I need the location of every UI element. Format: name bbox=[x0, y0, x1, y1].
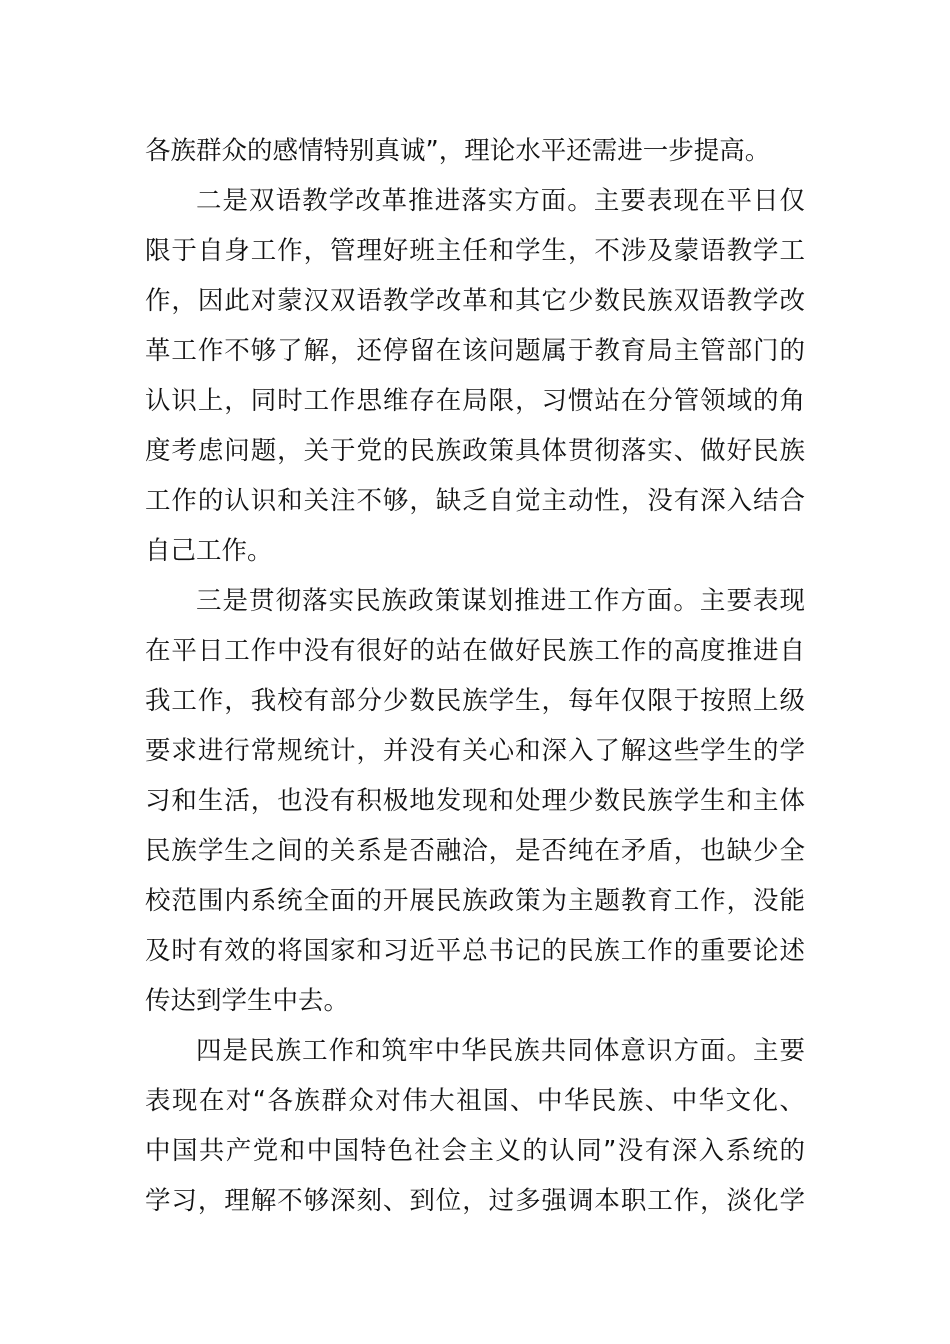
text-line: 工作的认识和关注不够，缺乏自觉主动性，没有深入结合 bbox=[145, 486, 805, 516]
text-line: 及时有效的将国家和习近平总书记的民族工作的重要论述 bbox=[145, 936, 805, 966]
text-line: 自己工作。 bbox=[145, 536, 273, 566]
paragraph-1 bbox=[145, 126, 805, 176]
text-line: 我工作，我校有部分少数民族学生，每年仅限于按照上级 bbox=[145, 686, 805, 716]
paragraph-3 bbox=[145, 576, 805, 1026]
text-line: 学习，理解不够深刻、到位，过多强调本职工作，淡化学 bbox=[145, 1186, 805, 1216]
text-line: 度考虑问题，关于党的民族政策具体贯彻落实、做好民族 bbox=[145, 436, 805, 466]
document-body bbox=[145, 126, 805, 1226]
text-line: 作，因此对蒙汉双语教学改革和其它少数民族双语教学改 bbox=[145, 286, 805, 316]
paragraph-4 bbox=[145, 1026, 805, 1226]
text-line: 习和生活，也没有积极地发现和处理少数民族学生和主体 bbox=[145, 786, 805, 816]
text-line: 革工作不够了解，还停留在该问题属于教育局主管部门的 bbox=[145, 336, 805, 366]
text-line: 限于自身工作，管理好班主任和学生，不涉及蒙语教学工 bbox=[145, 236, 805, 266]
text-line: 传达到学生中去。 bbox=[145, 986, 350, 1016]
text-line: 表现在对“各族群众对伟大祖国、中华民族、中华文化、 bbox=[145, 1086, 805, 1116]
text-line: 要求进行常规统计，并没有关心和深入了解这些学生的学 bbox=[145, 736, 805, 766]
text-line: 民族学生之间的关系是否融洽，是否纯在矛盾，也缺少全 bbox=[145, 836, 805, 866]
text-line: 中国共产党和中国特色社会主义的认同”没有深入系统的 bbox=[145, 1136, 805, 1166]
paragraph-2 bbox=[145, 176, 805, 576]
text-line: 四是民族工作和筑牢中华民族共同体意识方面。主要 bbox=[196, 1036, 805, 1066]
text-line: 各族群众的感情特别真诚”，理论水平还需进一步提高。 bbox=[145, 136, 771, 166]
text-line: 认识上，同时工作思维存在局限，习惯站在分管领域的角 bbox=[145, 386, 805, 416]
text-line: 二是双语教学改革推进落实方面。主要表现在平日仅 bbox=[196, 186, 805, 216]
text-line: 在平日工作中没有很好的站在做好民族工作的高度推进自 bbox=[145, 636, 805, 666]
text-line: 三是贯彻落实民族政策谋划推进工作方面。主要表现 bbox=[196, 586, 805, 616]
text-line: 校范围内系统全面的开展民族政策为主题教育工作，没能 bbox=[145, 886, 805, 916]
